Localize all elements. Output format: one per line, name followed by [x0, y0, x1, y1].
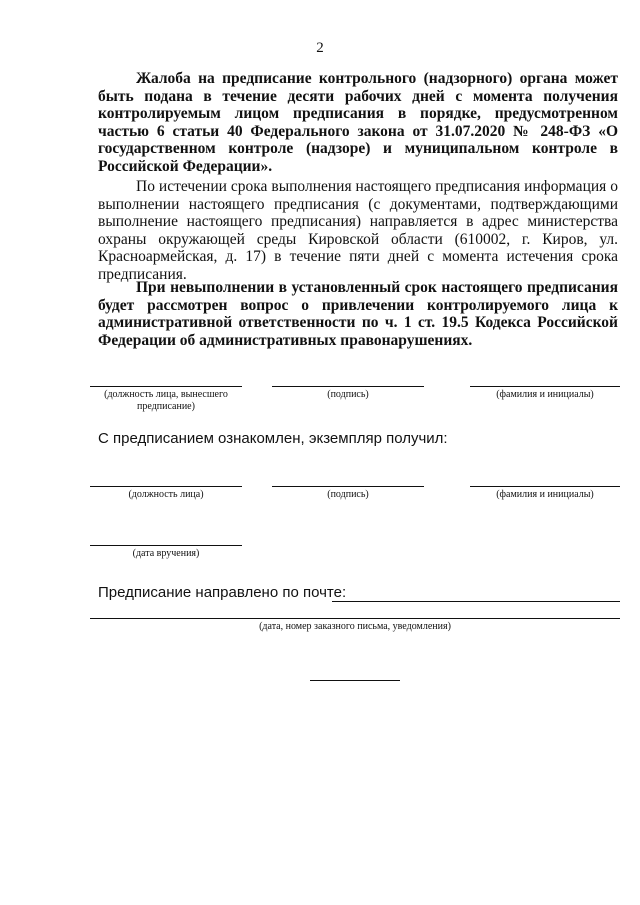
- issuer-signature-line: [272, 386, 424, 387]
- recipient-position-caption: (должность лица): [128, 489, 204, 500]
- recipient-signature-caption: (подпись): [327, 489, 369, 500]
- acknowledgement-text: С предписанием ознакомлен, экземпляр получил:: [98, 430, 448, 447]
- mail-text: Предписание направлено по почте:: [98, 584, 347, 601]
- end-separator: [310, 680, 400, 681]
- delivery-date-caption: (дата вручения): [132, 548, 200, 559]
- recipient-position-line: [90, 486, 242, 487]
- issuer-position-caption: (должность лица, вынесшего предписание): [104, 389, 228, 412]
- mail-details-caption: (дата, номер заказного письма, уведомления): [259, 621, 451, 632]
- issuer-name-line: [470, 386, 620, 387]
- execution-info-paragraph: По истечении срока выполнения настоящего предписания информация о выполнении настоящего предписания (с документами, подтверждающими выполнение настоящего предписания) направляется в адрес министерства охраны окружающей среды Кировской области (610002, г. Киров, ул. Красноармейская, д. 17) в течение пяти дней с момента истечения срока предписания.: [98, 178, 618, 283]
- mail-details-line-1: [332, 601, 620, 602]
- complaint-paragraph: Жалоба на предписание контрольного (надзорного) органа может быть подана в течение десяти рабочих дней с момента получения контролируемым лицом предписания в порядке, предусмотренном частью 6 статьи 40 Федерального закона от 31.07.2020 № 248-ФЗ «О государственном контроле (надзоре) и муниципальном контроле в Российской Федерации».: [98, 70, 618, 175]
- recipient-signature-line: [272, 486, 424, 487]
- issuer-name-caption: (фамилия и инициалы): [496, 389, 594, 400]
- mail-details-line-2: [90, 618, 620, 619]
- issuer-position-line: [90, 386, 242, 387]
- recipient-name-line: [470, 486, 620, 487]
- issuer-signature-caption: (подпись): [327, 389, 369, 400]
- recipient-name-caption: (фамилия и инициалы): [496, 489, 594, 500]
- page-number: 2: [316, 40, 324, 56]
- delivery-date-line: [90, 545, 242, 546]
- liability-paragraph: При невыполнении в установленный срок настоящего предписания будет рассмотрен вопрос о привлечении контролируемого лица к административной ответственности по ч. 1 ст. 19.5 Кодекса Российской Федерации об административных правонарушениях.: [98, 279, 618, 349]
